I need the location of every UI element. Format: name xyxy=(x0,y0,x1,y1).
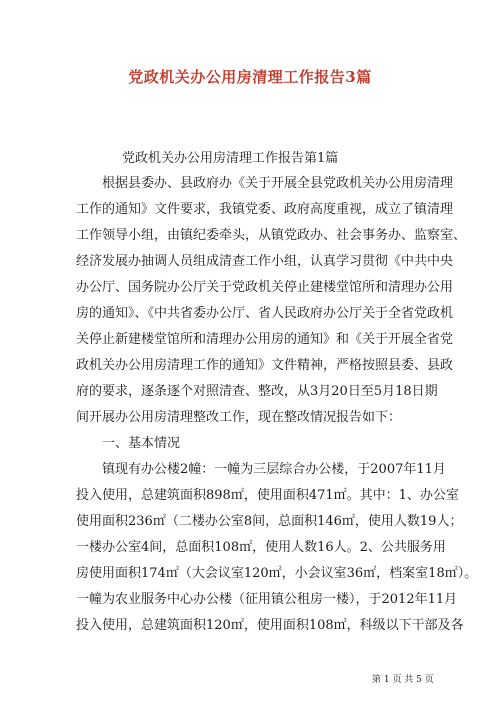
text-line: 一幢为农业服务中心办公楼（征用镇公租房一楼），于2012年11月 xyxy=(76,592,458,607)
document-title: 党政机关办公用房清理工作报告3篇 xyxy=(128,68,372,86)
text-line: 经济发展办抽调人员组成清查工作小组，认真学习贯彻《中共中央 xyxy=(76,254,454,269)
text-line: 房的通知》、《中共省委办公厅、省人民政府办公厅关于全省党政机 xyxy=(76,306,454,321)
text-line: 投入使用，总建筑面积120㎡，使用面积108㎡，科级以下干部及各 xyxy=(76,618,464,633)
text-line: 投入使用，总建筑面积898㎡，使用面积471㎡。其中：1、办公室 xyxy=(76,488,459,503)
text-line: 一楼办公室4间，总面积108㎡，使用人数16人。2、公共服务用 xyxy=(76,540,446,555)
text-line: 关停止新建楼堂馆所和清理办公用房的通知》和《关于开展全省党 xyxy=(76,332,454,347)
text-line: 房使用面积174㎡（大会议室120㎡，小会议室36㎡，档案室18㎡）。 xyxy=(76,566,478,581)
text-line: 根据县委办、县政府办《关于开展全县党政机关办公用房清理 xyxy=(102,176,454,191)
text-line: 工作领导小组，由镇纪委牵头，从镇党政办、社会事务办、监察室、 xyxy=(76,228,467,243)
body-text xyxy=(76,171,478,639)
text-line: 镇现有办公楼2幢：一幢为三层综合办公楼，于2007年11月 xyxy=(102,462,446,477)
text-line: 工作的通知》文件要求，我镇党委、政府高度重视，成立了镇清理 xyxy=(76,202,454,217)
page-number: 第 1 页 共 5 页 xyxy=(372,675,434,685)
section-title: 党政机关办公用房清理工作报告第1篇 xyxy=(122,151,339,166)
text-line: 一、基本情况 xyxy=(102,436,181,451)
text-line: 使用面积236㎡（二楼办公室8间，总面积146㎡，使用人数19人； xyxy=(76,514,463,529)
text-line: 办公厅、国务院办公厅关于党政机关停止建楼堂馆所和清理办公用 xyxy=(76,280,454,295)
text-line: 府的要求，逐条逐个对照清查、整改，从3月20日至5月18日期 xyxy=(76,384,438,399)
text-line: 政机关办公用房清理工作的通知》文件精神，严格按照县委、县政 xyxy=(76,358,454,373)
text-line: 间开展办公用房清理整改工作，现在整改情况报告如下： xyxy=(76,410,402,425)
